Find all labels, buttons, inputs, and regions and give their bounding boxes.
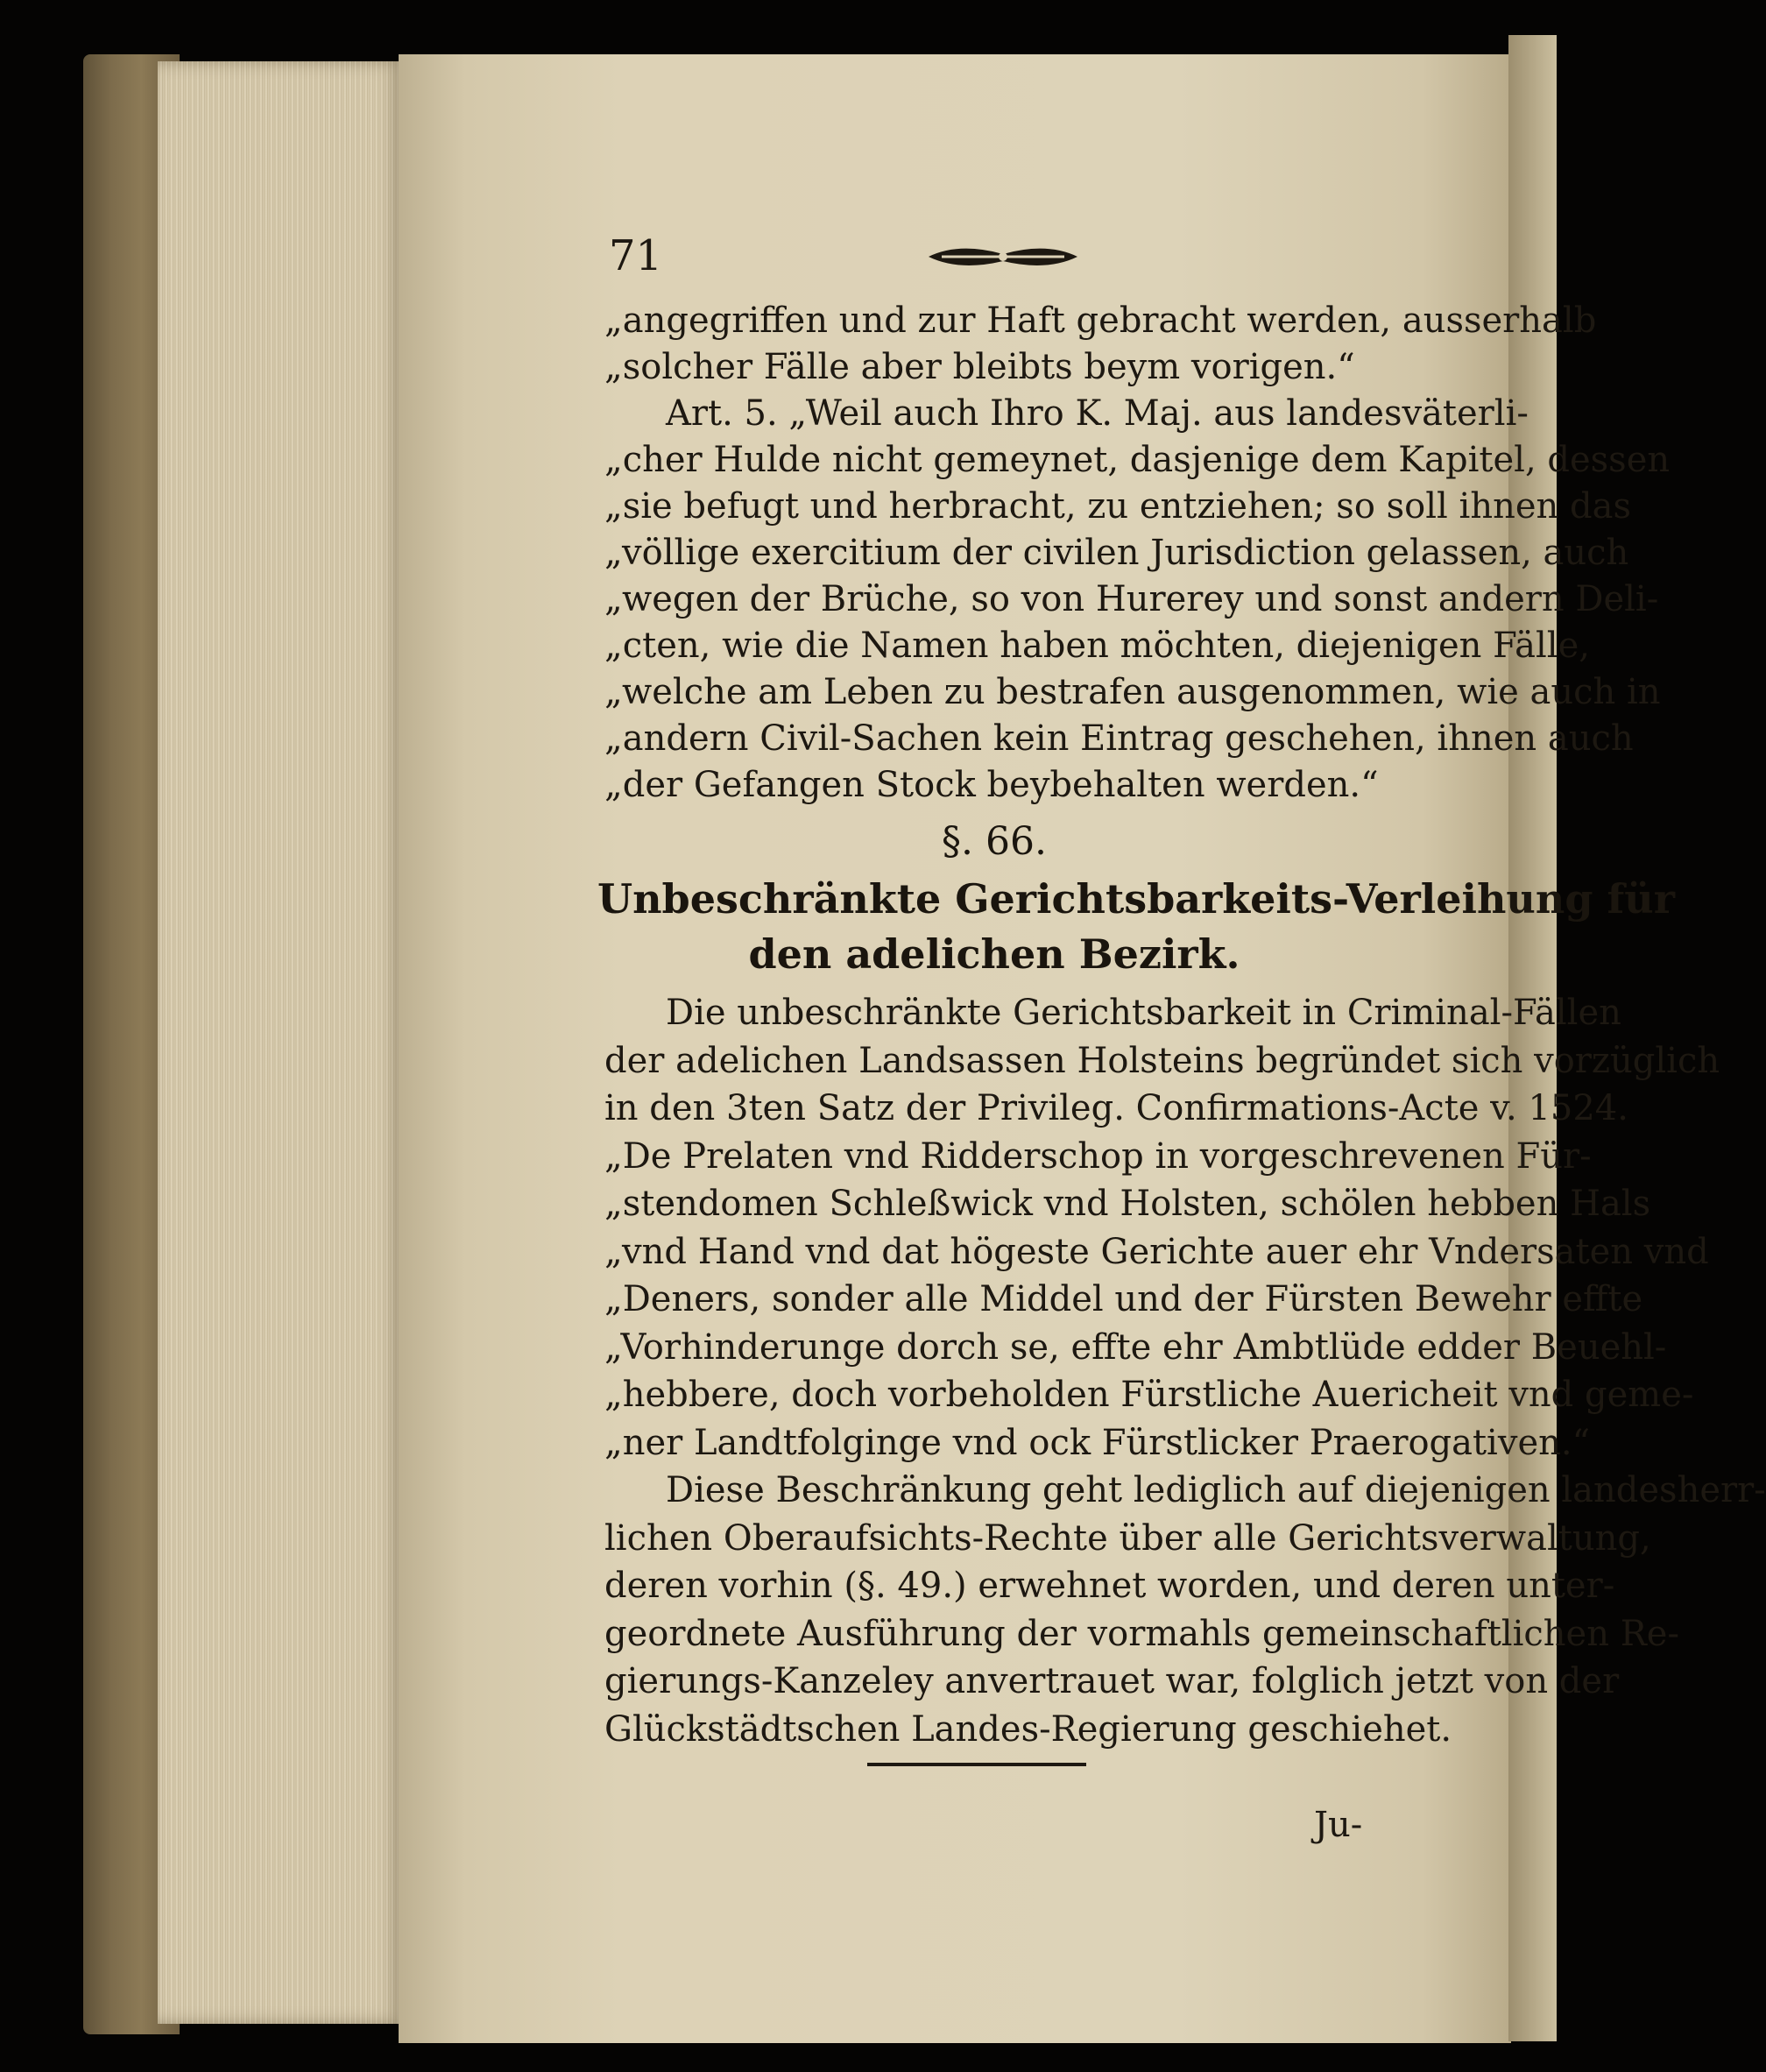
text-line: „ner Landtfolginge vnd ock Fürstlicker Praerogativen.“ (604, 1422, 1591, 1463)
text-line: Glückstädtschen Landes-Regierung geschiehet. (604, 1708, 1452, 1750)
catchword: Ju- (1314, 1805, 1363, 1845)
text-line: geordnete Ausführung der vormahls gemeinschaftlichen Re- (604, 1613, 1679, 1654)
text-line: „der Gefangen Stock beybehalten werden.“ (604, 765, 1379, 805)
text-line: „hebbere, doch vorbeholden Fürstliche Auericheit vnd geme- (604, 1375, 1694, 1415)
text-line: „völlige exercitium der civilen Jurisdiction gelassen, auch (604, 533, 1629, 573)
text-line: „Deners, sonder alle Middel und der Fürsten Bewehr effte (604, 1279, 1643, 1319)
section-number: §. 66. (942, 819, 1047, 864)
text-line: „cher Hulde nicht gemeynet, dasjenige dem Kapitel, dessen (604, 440, 1671, 480)
text-line: Die unbeschränkte Gerichtsbarkeit in Criminal-Fällen (666, 993, 1621, 1033)
text-line: „wegen der Brüche, so von Hurerey und sonst andern Deli- (604, 579, 1659, 619)
text-line: deren vorhin (§. 49.) erwehnet worden, und deren unter- (604, 1566, 1615, 1606)
text-line: „sie befugt und herbracht, zu entziehen; so soll ihnen das (604, 486, 1631, 527)
text-line: „welche am Leben zu bestrafen ausgenommen, wie auch in (604, 672, 1661, 712)
page-number: 71 (609, 231, 663, 280)
text-line: „cten, wie die Namen haben möchten, diejenigen Fälle, (604, 626, 1590, 666)
section-heading-line-1: Unbeschränkte Gerichtsbarkeits-Verleihung für (597, 875, 1675, 923)
text-line: „stendomen Schleßwick vnd Holsten, schölen hebben Hals (604, 1184, 1651, 1224)
header-ornament-icon (924, 235, 1082, 279)
section-heading-line-2: den adelichen Bezirk. (748, 930, 1240, 978)
end-rule (867, 1763, 1086, 1766)
text-line: lichen Oberaufsichts-Rechte über alle Gerichtsverwaltung, (604, 1517, 1651, 1559)
text-line: „solcher Fälle aber bleibts beym vorigen.“ (604, 347, 1355, 387)
text-line: der adelichen Landsassen Holsteins begründet sich vorzüglich (604, 1040, 1720, 1081)
text-line: „Vorhinderunge dorch se, effte ehr Ambtlüde edder Beuehl- (604, 1326, 1667, 1368)
text-line: „vnd Hand vnd dat högeste Gerichte auer ehr Vndersaten vnd (604, 1231, 1709, 1272)
text-line: gierungs-Kanzeley anvertrauet war, folglich jetzt von der (604, 1661, 1620, 1701)
text-line: „andern Civil-Sachen kein Eintrag geschehen, ihnen auch (604, 718, 1634, 759)
text-line: in den 3ten Satz der Privileg. Confirmations-Acte v. 1524. (604, 1088, 1628, 1128)
text-line: „De Prelaten vnd Ridderschop in vorgeschrevenen Für- (604, 1135, 1592, 1177)
text-line: Art. 5. „Weil auch Ihro K. Maj. aus landesväterli- (666, 393, 1529, 434)
text-line: Diese Beschränkung geht lediglich auf diejenigen landesherr- (666, 1470, 1766, 1510)
text-line: „angegriffen und zur Haft gebracht werden, ausserhalb (604, 301, 1597, 341)
